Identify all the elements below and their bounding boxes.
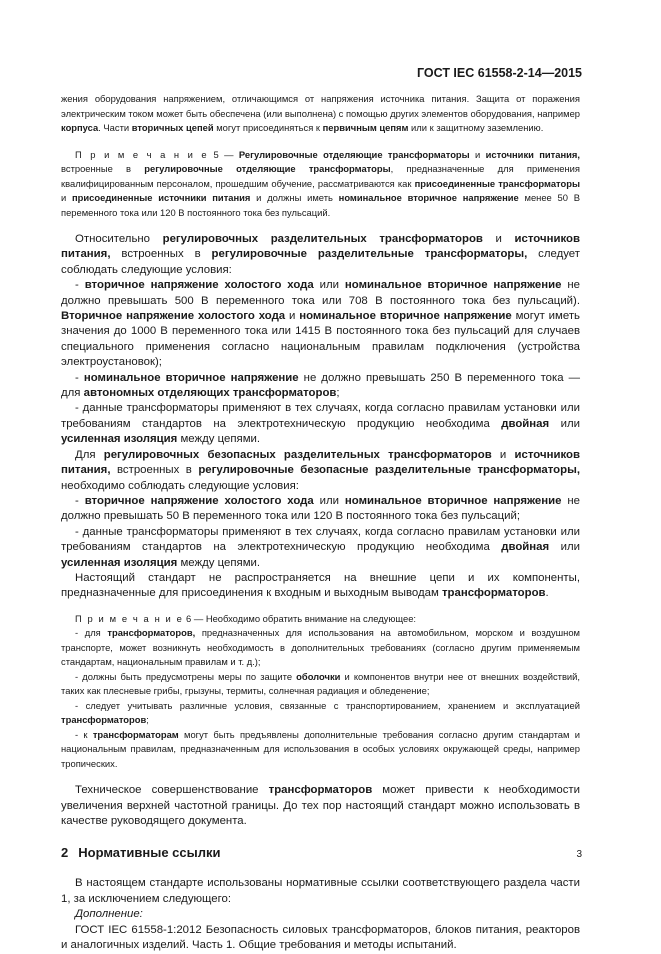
text-run: встроенные в [61,163,145,174]
section-2-body [61,876,580,953]
text-run: может привести к необходимости увеличения верхней частотной границы. До тех пор настоящий стандарт можно использовать в качестве руководящего документа. [61,784,580,828]
intro-paragraph [61,92,580,136]
note-6-head [61,612,580,627]
text-run: Настоящий стандарт не распространяется на внешние цепи и их компоненты, предназначенные для присоединения к входным и выходным выводам [61,571,580,600]
text-run: - [75,494,85,507]
bold-term: Вторичное напряжение холостого хода [61,310,286,323]
text-run: встроенных в [110,248,212,261]
bold-term: номинальное вторичное напряжение [338,192,519,203]
bold-term: вторичное напряжение холостого хода [84,494,314,507]
paragraph-4 [61,401,580,447]
bold-term: двойная [501,541,550,554]
text-run: менее 50 В переменного тока или 120 В постоянного тока без пульсаций. [61,192,581,218]
paragraph-6 [61,494,580,525]
text-run: - следует учитывать различные условия, связанные с транспортированием, хранением и эксплуатацией [75,699,580,711]
bold-term: корпуса [61,122,99,133]
text-run: и компонентов внутри нее от внешних воздействий, таких как плесневые грибы, грызуны, термиты, солнечная радиация и обледенение; [61,670,581,697]
bold-term: источников питания, [61,233,580,261]
note-6-label: П р и м е ч а н и е [75,612,184,624]
bold-term: присоединенные источники питания [72,192,251,203]
text-run: могут быть предъявлены дополнительные требования согласно другим стандартам и национальным правилам, предназначенным для использования в особых условиях окружающей среды, например тропических. [61,728,580,769]
text-run: и [491,448,515,461]
text-run: или [313,494,345,507]
bold-term: регулировочные разделительные трансформаторы, [211,248,528,261]
section-2-paragraph-2: ГОСТ IEC 61558-1:2012 Безопасность силовых трансформаторов, блоков питания, реакторов и аналогичных изделий. Часть 1. Общие требования и методы испытаний. [61,923,580,952]
text-run: - [75,371,84,384]
text-run: , предназначенные для применения квалифицированным персоналом, прошедшим обучение, рассматриваются как [61,163,580,189]
paragraph-2 [61,278,580,370]
note-6-item-2 [61,670,580,699]
conditions-block [61,232,580,602]
text-run: и должны иметь [250,192,339,203]
note-5-label: П р и м е ч а н и е [75,148,209,160]
paragraph-8 [61,571,580,602]
bold-term: трансформаторов [61,714,147,726]
bold-term: регулировочных разделительных трансформаторов [162,233,483,245]
bold-term: трансформаторов [268,784,373,797]
text-run: - к [75,728,93,740]
page-content [61,92,580,954]
section-2-paragraph-1: В настоящем стандарте использованы нормативные ссылки соответствующего раздела части 1, за исключением следующего: [61,877,580,905]
bold-term: номинальное вторичное напряжение [344,279,562,292]
bold-term: присоединенные трансформаторы [414,177,580,189]
bold-term: номинальное вторичное напряжение [299,310,512,323]
text-run: могут присоединяться к [213,122,323,133]
text-run: ; [336,387,340,400]
text-run: или [313,279,345,292]
text-run: и [469,148,486,160]
paragraph-7 [61,525,580,571]
text-run: предназначенных для использования на автомобильном, морском и воздушном транспорте, может возникнуть необходимость в дополнительных требованиях (согласно другим применяемым стандартам, национальным правилам и т. д.); [61,627,581,668]
bold-term: номинальное вторичное напряжение [83,371,299,384]
section-title: Нормативные ссылки [78,845,221,861]
text-run: - данные трансформаторы применяют в тех случаях, когда согласно правилам установки или требованиям стандартов на электротехническую продукцию необходима [61,525,580,554]
text-run: не должно превышать 50 В переменного тока или 120 В постоянного тока без пульсаций; [61,494,580,523]
text-run: и [482,233,515,245]
bold-term: Регулировочные отделяющие трансформаторы [238,148,470,160]
text-run: или [549,541,580,554]
bold-term: усиленная изоляция [61,556,178,569]
text-run: между цепями. [177,433,261,446]
addition-label: Дополнение: [75,908,143,921]
section-number: 2 [61,845,69,861]
text-run: . [545,587,549,600]
paragraph-5 [61,448,580,494]
text-run: жения оборудования напряжением, отличающимся от напряжения источника питания. Защита от поражения электрическим током может быть обеспечена (или выполнена) с помощью других элементов оборудования, например [61,93,581,119]
note-5 [61,148,580,221]
bold-term: номинальное вторичное напряжение [344,494,562,507]
text-run: или [549,417,580,430]
text-run: Техническое совершенствование [75,784,269,797]
text-run: необходимо соблюдать следующие условия: [61,479,299,492]
section-2-addition [61,907,580,922]
text-run: между цепями. [177,556,261,569]
note-6-head-text: 6 — Необходимо обратить внимание на следующее: [183,612,417,624]
page-number: 3 [576,849,582,860]
bold-term: регулировочные отделяющие трансформаторы [144,163,391,174]
text-run: - должны быть предусмотрены меры по защите [75,670,297,682]
bold-term: первичным цепям [322,122,409,133]
bold-term: трансформаторов [441,587,546,600]
bold-term: трансформаторов, [107,627,196,639]
text-run: . Части [98,122,132,133]
bold-term: вторичное напряжение холостого хода [84,279,314,292]
text-run: встроенных в [110,464,199,477]
bold-term: источников питания, [61,448,580,477]
bold-term: трансформаторам [92,728,179,740]
bold-term: усиленная изоляция [61,433,178,446]
text-run: не должно превышать 500 В переменного тока или 708 В постоянного тока без пульсаций). [61,279,580,307]
bold-term: двойная [501,417,550,430]
text-run: или к защитному заземлению. [408,122,544,133]
text-run: - данные трансформаторы применяют в тех случаях, когда согласно правилам установки или требованиям стандартов на электротехническую продукцию необходима [61,402,580,430]
paragraph-1 [61,232,580,278]
note-6-item-1 [61,626,580,670]
text-run: 5 — [208,148,239,160]
text-run: Для [75,448,104,461]
text-run: - для [75,627,108,639]
final-paragraph [61,783,580,829]
text-run: следует соблюдать следующие условия: [61,248,580,276]
note-6 [61,612,580,772]
bold-term: оболочки [296,670,341,682]
text-run: и [61,192,73,203]
bold-term: вторичных цепей [131,122,214,133]
note-6-item-3 [61,699,580,728]
bold-term: автономных отделяющих трансформаторов [83,387,337,400]
section-2-heading [61,845,580,860]
paragraph-3 [61,371,580,402]
bold-term: регулировочных безопасных разделительных трансформаторов [103,448,492,461]
text-run: не должно превышать 250 В переменного тока — для [61,371,580,400]
note-6-item-4 [61,728,580,772]
text-run: и [285,310,300,323]
text-run: - [75,279,85,292]
document-header: ГОСТ IEC 61558-2-14—2015 [416,66,582,80]
text-run: Относительно [75,233,163,245]
text-run: могут иметь значения до 1000 В переменного тока или 1415 В постоянного тока без пульсаций для случаев специального применения согласно национальным правилам подключения (устройства электроустановок); [61,310,580,369]
text-run: ; [146,714,149,726]
bold-term: регулировочные безопасные разделительные трансформаторы, [198,464,580,477]
bold-term: источники питания, [485,148,580,160]
